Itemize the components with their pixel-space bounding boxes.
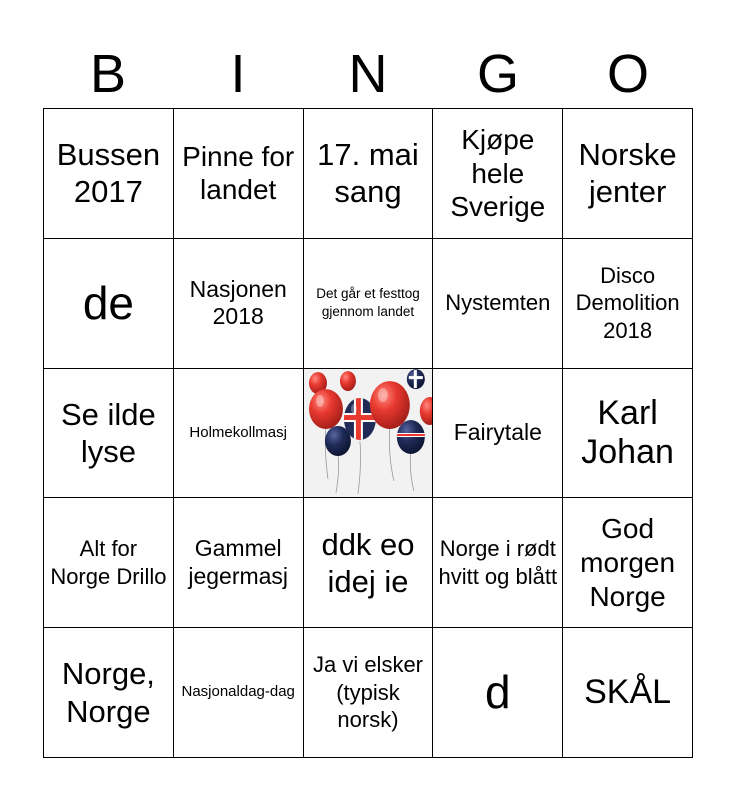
- bingo-cell[interactable]: Nasjonen 2018: [174, 239, 304, 369]
- bingo-cell[interactable]: Karl Johan: [563, 369, 693, 499]
- header-letter-i: I: [230, 44, 246, 104]
- bingo-cell[interactable]: Ja vi elsker (typisk norsk): [304, 628, 434, 758]
- bingo-cell[interactable]: Disco Demolition 2018: [563, 239, 693, 369]
- bingo-cell[interactable]: de: [44, 239, 174, 369]
- bingo-cell[interactable]: God morgen Norge: [563, 498, 693, 628]
- bingo-cell[interactable]: ddk eo idej ie: [304, 498, 434, 628]
- bingo-cell[interactable]: Gammel jegermasj: [174, 498, 304, 628]
- header-letter-o: O: [606, 44, 649, 104]
- header-letter-b: B: [89, 44, 127, 104]
- header-letter-n: N: [348, 44, 388, 104]
- norwegian-flag-balloons-icon: [304, 369, 433, 498]
- bingo-cell[interactable]: Det går et festtog gjennom landet: [304, 239, 434, 369]
- free-space-cell[interactable]: [304, 369, 434, 499]
- bingo-cell[interactable]: 17. mai sang: [304, 109, 434, 239]
- bingo-cell[interactable]: Norske jenter: [563, 109, 693, 239]
- bingo-board: [43, 108, 693, 758]
- bingo-cell[interactable]: Pinne for landet: [174, 109, 304, 239]
- bingo-cell[interactable]: Norge, Norge: [44, 628, 174, 758]
- bingo-header: [43, 40, 693, 108]
- bingo-cell[interactable]: Alt for Norge Drillo: [44, 498, 174, 628]
- bingo-cell[interactable]: SKÅL: [563, 628, 693, 758]
- bingo-cell[interactable]: Nystemten: [433, 239, 563, 369]
- bingo-cell[interactable]: Se ilde lyse: [44, 369, 174, 499]
- header-letter-g: G: [476, 44, 519, 104]
- bingo-cell[interactable]: d: [433, 628, 563, 758]
- bingo-cell[interactable]: Norge i rødt hvitt og blått: [433, 498, 563, 628]
- bingo-cell[interactable]: Kjøpe hele Sverige: [433, 109, 563, 239]
- bingo-cell[interactable]: Holmekollmasj: [174, 369, 304, 499]
- bingo-cell[interactable]: Fairytale: [433, 369, 563, 499]
- bingo-cell[interactable]: Nasjonaldag-dag: [174, 628, 304, 758]
- bingo-cell[interactable]: Bussen 2017: [44, 109, 174, 239]
